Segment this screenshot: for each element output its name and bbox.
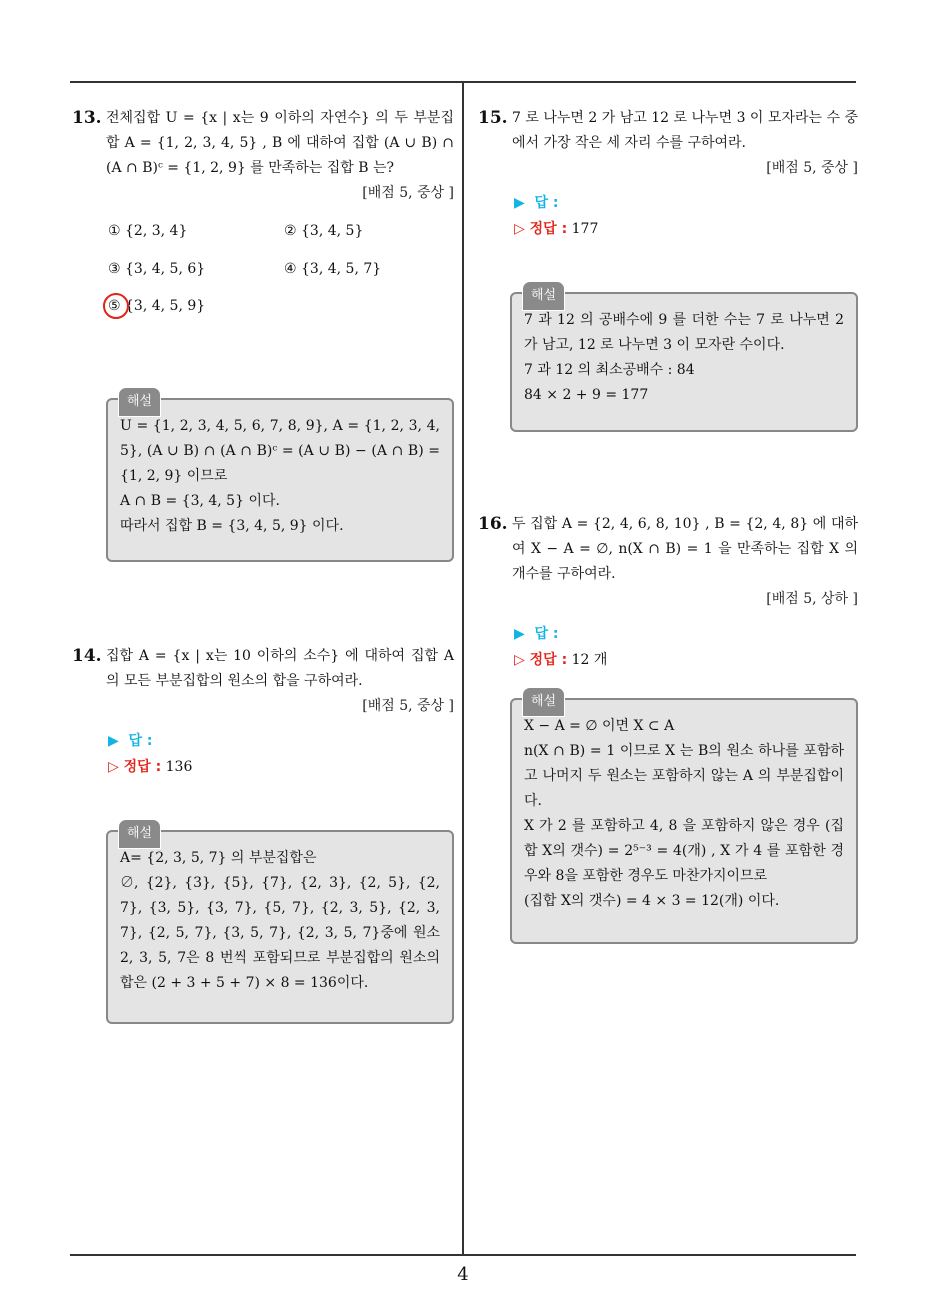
choice-text: {3, 4, 5, 6} bbox=[125, 261, 206, 277]
answer-arrow-icon: ▶ bbox=[514, 626, 535, 642]
score-label: [배점 5, 중상 ] bbox=[362, 698, 454, 714]
score-label: [배점 5, 중상 ] bbox=[766, 160, 858, 176]
answer-arrow-icon: ▶ bbox=[108, 733, 129, 749]
solution-line: 7 과 12 의 공배수에 9 를 더한 수는 7 로 나누면 2 가 남고, 12 로 나누면 3 이 모자란 수이다. bbox=[524, 312, 844, 353]
question-15 bbox=[478, 106, 858, 242]
solution-line: X 가 2 를 포함하고 4, 8 을 포함하지 않은 경우 (집합 X의 갯수) = 2⁵⁻³ = 4(개) , X 가 4 를 포함한 경우와 8을 포함한 경우도 마찬가지이므로 bbox=[524, 818, 844, 884]
solution-line: 7 과 12 의 최소공배수 : 84 bbox=[524, 362, 695, 378]
solution-line: (집합 X의 갯수) = 4 × 3 = 12(개) 이다. bbox=[524, 893, 780, 909]
question-number: 13. bbox=[72, 108, 102, 128]
question-text: 집합 A = {x | x는 10 이하의 소수} 에 대하여 집합 A 의 모든 부분집합의 원소의 합을 구하여라. bbox=[106, 648, 454, 689]
choice-text: {3, 4, 5, 9} bbox=[125, 298, 206, 314]
question-number: 14. bbox=[72, 646, 102, 666]
correct-label: 정답 : bbox=[123, 759, 162, 775]
choice-mark: ② bbox=[284, 223, 297, 239]
solution-box-15 bbox=[510, 288, 858, 432]
solution-line: X − A = ∅ 이면 X ⊂ A bbox=[524, 718, 675, 734]
choice-1[interactable] bbox=[108, 223, 187, 239]
question-13 bbox=[72, 106, 454, 333]
question-text: 7 로 나누면 2 가 남고 12 로 나누면 3 이 모자라는 수 중에서 가장 작은 세 자리 수를 구하여라. bbox=[512, 110, 858, 151]
correct-arrow-icon: ▷ bbox=[514, 652, 530, 668]
choice-2[interactable] bbox=[284, 223, 363, 239]
score-label: [배점 5, 상하 ] bbox=[766, 591, 858, 607]
correct-arrow-icon: ▷ bbox=[514, 221, 530, 237]
bottom-rule bbox=[70, 1254, 856, 1256]
choice-4[interactable] bbox=[284, 261, 381, 277]
choice-3[interactable] bbox=[108, 261, 205, 277]
answer-arrow-icon: ▶ bbox=[514, 195, 535, 211]
column-divider bbox=[462, 81, 464, 1255]
answer-label: 답 : bbox=[534, 626, 559, 642]
solution-line: 84 × 2 + 9 = 177 bbox=[524, 387, 649, 403]
selected-circle-mark: ⑤ bbox=[108, 298, 121, 314]
question-16 bbox=[478, 512, 858, 673]
answer-block bbox=[514, 621, 858, 673]
correct-arrow-icon: ▷ bbox=[108, 759, 124, 775]
solution-line: ∅, {2}, {3}, {5}, {7}, {2, 3}, {2, 5}, {2, 7}, {3, 5}, {3, 7}, {5, 7}, {2, 3, 5}, {2, 3, 7}, {2, 5, 7}, {3, 5, 7}, {2, 3, 5, 7}중에 원소 2, 3, 5, 7은 8 번씩 포함되므로 부분집합의 원소의 합은 (2 + 3 + 5 + 7) × 8 = 136이다. bbox=[120, 875, 440, 991]
page-number: 4 bbox=[457, 1264, 469, 1285]
choice-mark: ④ bbox=[284, 261, 297, 277]
question-number: 15. bbox=[478, 108, 508, 128]
correct-label: 정답 : bbox=[529, 221, 568, 237]
solution-line: U = {1, 2, 3, 4, 5, 6, 7, 8, 9}, A = {1, 2, 3, 4, 5}, (A ∪ B) ∩ (A ∩ B)ᶜ = (A ∪ B) − (A ∩ B) = {1, 2, 9} 이므로 bbox=[120, 418, 440, 484]
solution-tag: 해설 bbox=[118, 387, 161, 417]
solution-line: n(X ∩ B) = 1 이므로 X 는 B의 원소 하나를 포함하고 나머지 두 원소는 포함하지 않는 A 의 부분집합이다. bbox=[524, 743, 844, 809]
correct-value: 177 bbox=[571, 221, 599, 237]
solution-line: A ∩ B = {3, 4, 5} 이다. bbox=[120, 493, 280, 509]
answer-block bbox=[108, 728, 454, 780]
answer-block bbox=[514, 190, 858, 242]
correct-value: 136 bbox=[165, 759, 193, 775]
solution-line: 따라서 집합 B = {3, 4, 5, 9} 이다. bbox=[120, 518, 344, 534]
choice-text: {3, 4, 5, 7} bbox=[301, 261, 382, 277]
answer-label: 답 : bbox=[534, 195, 559, 211]
choice-text: {2, 3, 4} bbox=[125, 223, 188, 239]
question-14 bbox=[72, 644, 454, 780]
question-number: 16. bbox=[478, 514, 508, 534]
solution-tag: 해설 bbox=[522, 281, 565, 311]
answer-choices bbox=[108, 223, 454, 333]
choice-mark: ③ bbox=[108, 261, 121, 277]
score-label: [배점 5, 중상 ] bbox=[362, 185, 454, 201]
correct-value: 12 개 bbox=[571, 652, 608, 668]
choice-text: {3, 4, 5} bbox=[301, 223, 364, 239]
choice-mark: ① bbox=[108, 223, 121, 239]
solution-tag: 해설 bbox=[522, 687, 565, 717]
correct-label: 정답 : bbox=[529, 652, 568, 668]
solution-box-16 bbox=[510, 694, 858, 944]
question-text: 두 집합 A = {2, 4, 6, 8, 10} , B = {2, 4, 8} 에 대하여 X − A = ∅, n(X ∩ B) = 1 을 만족하는 집합 X 의 개수를 구하여라. bbox=[512, 516, 858, 582]
choice-5-selected[interactable] bbox=[108, 298, 205, 314]
solution-box-14 bbox=[106, 826, 454, 1024]
solution-tag: 해설 bbox=[118, 819, 161, 849]
answer-label: 답 : bbox=[128, 733, 153, 749]
solution-line: A= {2, 3, 5, 7} 의 부분집합은 bbox=[120, 850, 317, 866]
question-text: 전체집합 U = {x | x는 9 이하의 자연수} 의 두 부분집합 A = {1, 2, 3, 4, 5} , B 에 대하여 집합 (A ∪ B) ∩ (A ∩ B)ᶜ = {1, 2, 9} 를 만족하는 집합 B 는? bbox=[106, 110, 454, 176]
solution-box-13 bbox=[106, 394, 454, 562]
